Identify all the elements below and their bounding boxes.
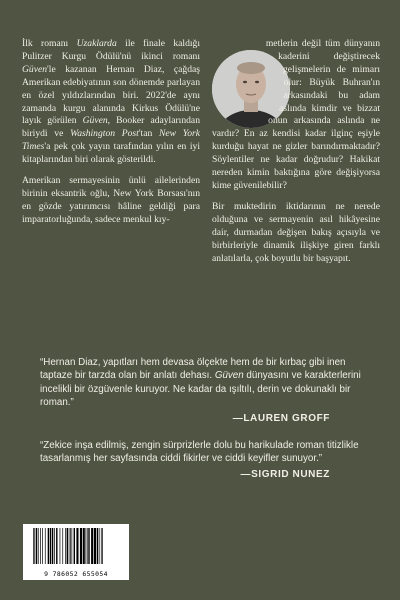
synopsis-paragraph-2: Amerikan sermayesinin ünlü ailelerinden birinin eksantrik oğlu, New York Borsası'nın en gözde yatırımcısı hâline geldiği para imparatorluğunda, sadece menkul kıy-	[22, 175, 200, 225]
isbn-number: 9 786052 655054	[44, 570, 108, 578]
synopsis-paragraph-3: metlerin değil tüm dünyanın kaderini değiştirecek gelişmelerin de mimarı olur: Büyük Buhran'ın arkasındaki bu adam aslında kimdir ve bizzat onun arkasında aslında ne vardır? En az kendisi kadar ilginç eşiyle kurduğu hayat ne gizler barındırmaktadır? Söylentiler ne kadar doğrudur? Hakikat nereden kimin baktığına göre değişiyorsa kime güvenilebilir?	[212, 38, 380, 191]
synopsis-paragraph-4: Bir muktedirin iktidarının ne nerede olduğuna ve sermayenin asıl hikâyesine dair, durmadan değişen bakış açısıyla ve birbirleriyle dinamik ilişkiye giren farklı anlatılarla, çok boyutlu bir başyapıt.	[212, 200, 380, 264]
quote-block	[40, 356, 370, 425]
quote-text: “Hernan Diaz, yapıtları hem devasa ölçekte hem de bir kırbaç gibi inen taptaze bir tarzda olan bir anlatı dehası. Güven dünyasını ve karakterlerini incelikli bir özgüvenle kuruyor. Ne kadar da ışıltılı, derin ve dokunaklı bir roman.”	[40, 357, 361, 409]
barcode-icon	[29, 528, 123, 568]
isbn-barcode	[23, 524, 129, 580]
synopsis-paragraph-1: İlk romanı Uzaklarda ile finale kaldığı Pulitzer Kurgu Ödülü'nü ikinci romanı Güven'le kazanan Hernan Diaz, çağdaş Amerikan edebiyatının son dönemde parlayan en özel yıldızlarından biri. 2022'de aynı zamanda kurgu alanında Kirkus Ödülü'ne layık görülen Güven, Booker adaylarından biriydi ve Washington Post'tan New York Times'a pek çok yayın tarafından yılın en iyi kitaplarından biri olarak gösterildi.	[22, 38, 200, 166]
synopsis-left-column	[22, 38, 200, 235]
quote-text: “Zekice inşa edilmiş, zengin sürprizlerle dolu bu harikulade roman titizlikle tasarlanmış her sayfasında ciddi fikirler ve ciddi keyifler sunuyor.”	[40, 440, 359, 465]
quote-block	[40, 439, 370, 481]
synopsis-right-column	[212, 38, 380, 273]
quote-author: —LAUREN GROFF	[232, 412, 330, 424]
quote-author: —SIGRID NUNEZ	[240, 468, 330, 480]
review-quotes	[40, 356, 370, 495]
